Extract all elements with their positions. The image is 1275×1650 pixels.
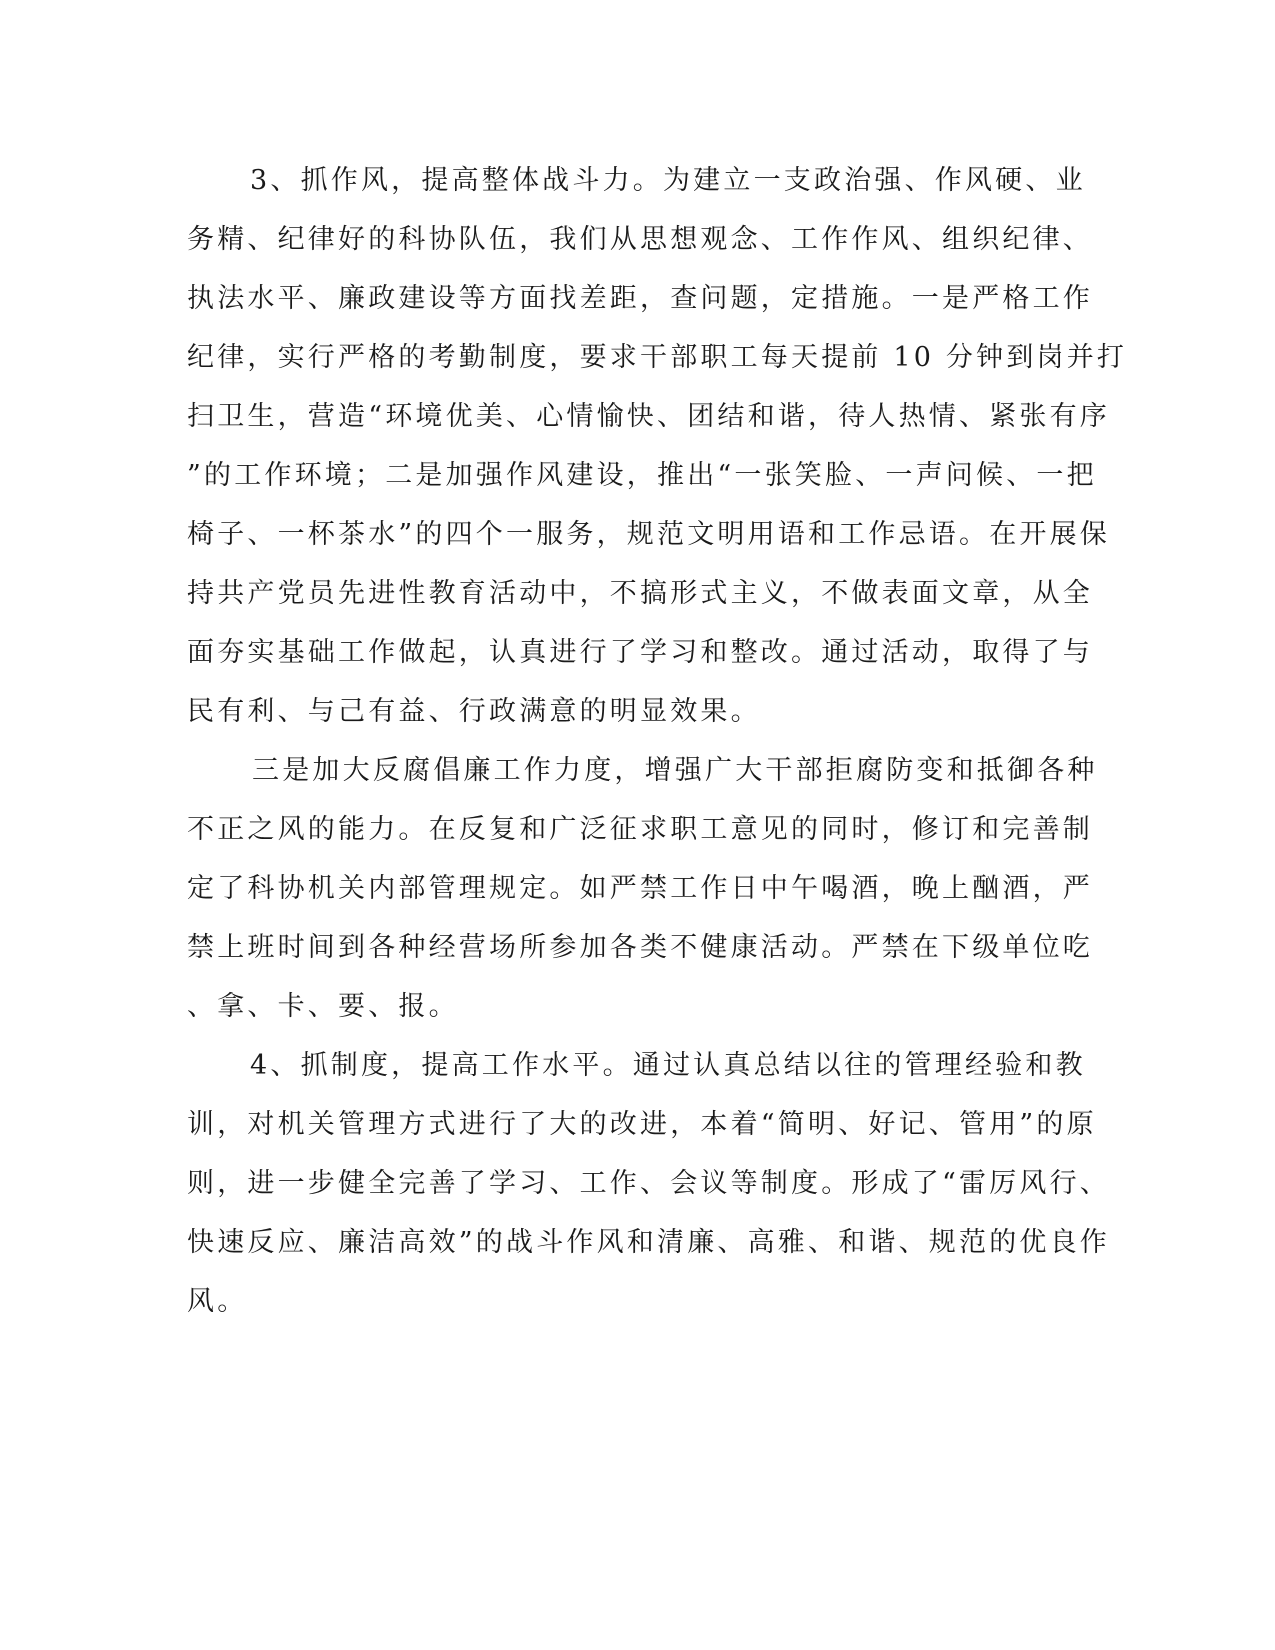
paragraph-3-line-5: 风。	[187, 1286, 248, 1317]
paragraph-1-line-5: 扫卫生，营造“环境优美、心情愉快、团结和谐，待人热情、紧张有序	[187, 401, 1111, 432]
paragraph-1-line-3: 执法水平、廉政建设等方面找差距，查问题，定措施。一是严格工作	[187, 283, 1093, 314]
paragraph-1-line-10: 民有利、与己有益、行政满意的明显效果。	[187, 696, 761, 727]
paragraph-2-line-3: 定了科协机关内部管理规定。如严禁工作日中午喝酒，晚上酗酒，严	[187, 873, 1093, 904]
paragraph-1-line-2: 务精、纪律好的科协队伍，我们从思想观念、工作作风、组织纪律、	[187, 224, 1093, 255]
paragraph-2-line-2: 不正之风的能力。在反复和广泛征求职工意见的同时，修订和完善制	[187, 814, 1093, 845]
paragraph-1-line-8: 持共产党员先进性教育活动中，不搞形式主义，不做表面文章，从全	[187, 578, 1093, 609]
paragraph-3-line-2: 训，对机关管理方式进行了大的改进，本着“简明、好记、管用”的原	[187, 1109, 1097, 1140]
paragraph-2-line-4: 禁上班时间到各种经营场所参加各类不健康活动。严禁在下级单位吃	[187, 932, 1093, 963]
paragraph-1-line-4: 纪律，实行严格的考勤制度，要求干部职工每天提前 10 分钟到岗并打	[187, 342, 1128, 373]
paragraph-3-line-1: 4、抓制度，提高工作水平。通过认真总结以往的管理经验和教	[250, 1050, 1086, 1081]
paragraph-2-line-5: 、拿、卡、要、报。	[187, 991, 459, 1022]
paragraph-1-line-1: 3、抓作风，提高整体战斗力。为建立一支政治强、作风硬、业	[250, 165, 1086, 196]
paragraph-1-line-9: 面夯实基础工作做起，认真进行了学习和整改。通过活动，取得了与	[187, 637, 1093, 668]
paragraph-3-line-3: 则，进一步健全完善了学习、工作、会议等制度。形成了“雷厉风行、	[187, 1168, 1111, 1199]
paragraph-1-line-7: 椅子、一杯茶水”的四个一服务，规范文明用语和工作忌语。在开展保	[187, 519, 1111, 550]
paragraph-3-line-4: 快速反应、廉洁高效”的战斗作风和清廉、高雅、和谐、规范的优良作	[187, 1227, 1111, 1258]
paragraph-2-line-1: 三是加大反腐倡廉工作力度，增强广大干部拒腐防变和抵御各种	[252, 755, 1098, 786]
paragraph-1-line-6: ”的工作环境；二是加强作风建设，推出“一张笑脸、一声问候、一把	[187, 460, 1097, 491]
